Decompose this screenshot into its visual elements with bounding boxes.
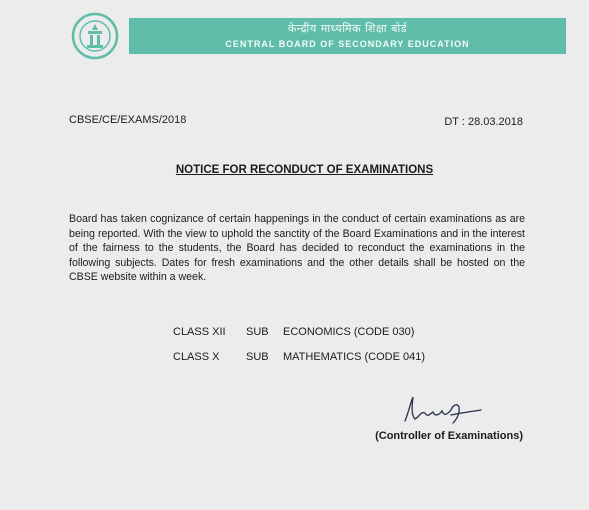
notice-date: DT : 28.03.2018 bbox=[444, 116, 523, 128]
notice-title: NOTICE FOR RECONDUCT OF EXAMINATIONS bbox=[175, 164, 434, 176]
sub-label: SUB bbox=[246, 351, 269, 363]
notice-body: Board has taken cognizance of certain happenings in the conduct of certain examinations as are being reported. With the view to uphold the sanctity of the Board Examinations and in the interest of the fairness to the students, the Board has decided to reconduct the examinations in the following subjects. Dates for fresh examinations and the other details shall be hosted on the CBSE website within a week. bbox=[69, 213, 525, 283]
class-label: CLASS XII bbox=[173, 326, 226, 338]
handwritten-signature bbox=[397, 393, 485, 427]
board-name-hindi: केन्द्रीय माध्यमिक शिक्षा बोर्ड bbox=[287, 22, 408, 35]
class-label: CLASS X bbox=[173, 351, 220, 363]
subject-row bbox=[173, 351, 425, 363]
reference-number: CBSE/CE/EXAMS/2018 bbox=[69, 114, 187, 126]
subject-row bbox=[173, 326, 414, 338]
cbse-emblem-logo bbox=[68, 12, 122, 60]
sub-label: SUB bbox=[246, 326, 269, 338]
subject-name: ECONOMICS (CODE 030) bbox=[283, 326, 415, 338]
board-name-english: CENTRAL BOARD OF SECONDARY EDUCATION bbox=[225, 39, 470, 49]
subject-name: MATHEMATICS (CODE 041) bbox=[283, 351, 425, 363]
signatory-designation: (Controller of Examinations) bbox=[375, 430, 523, 442]
header-banner bbox=[129, 18, 566, 54]
